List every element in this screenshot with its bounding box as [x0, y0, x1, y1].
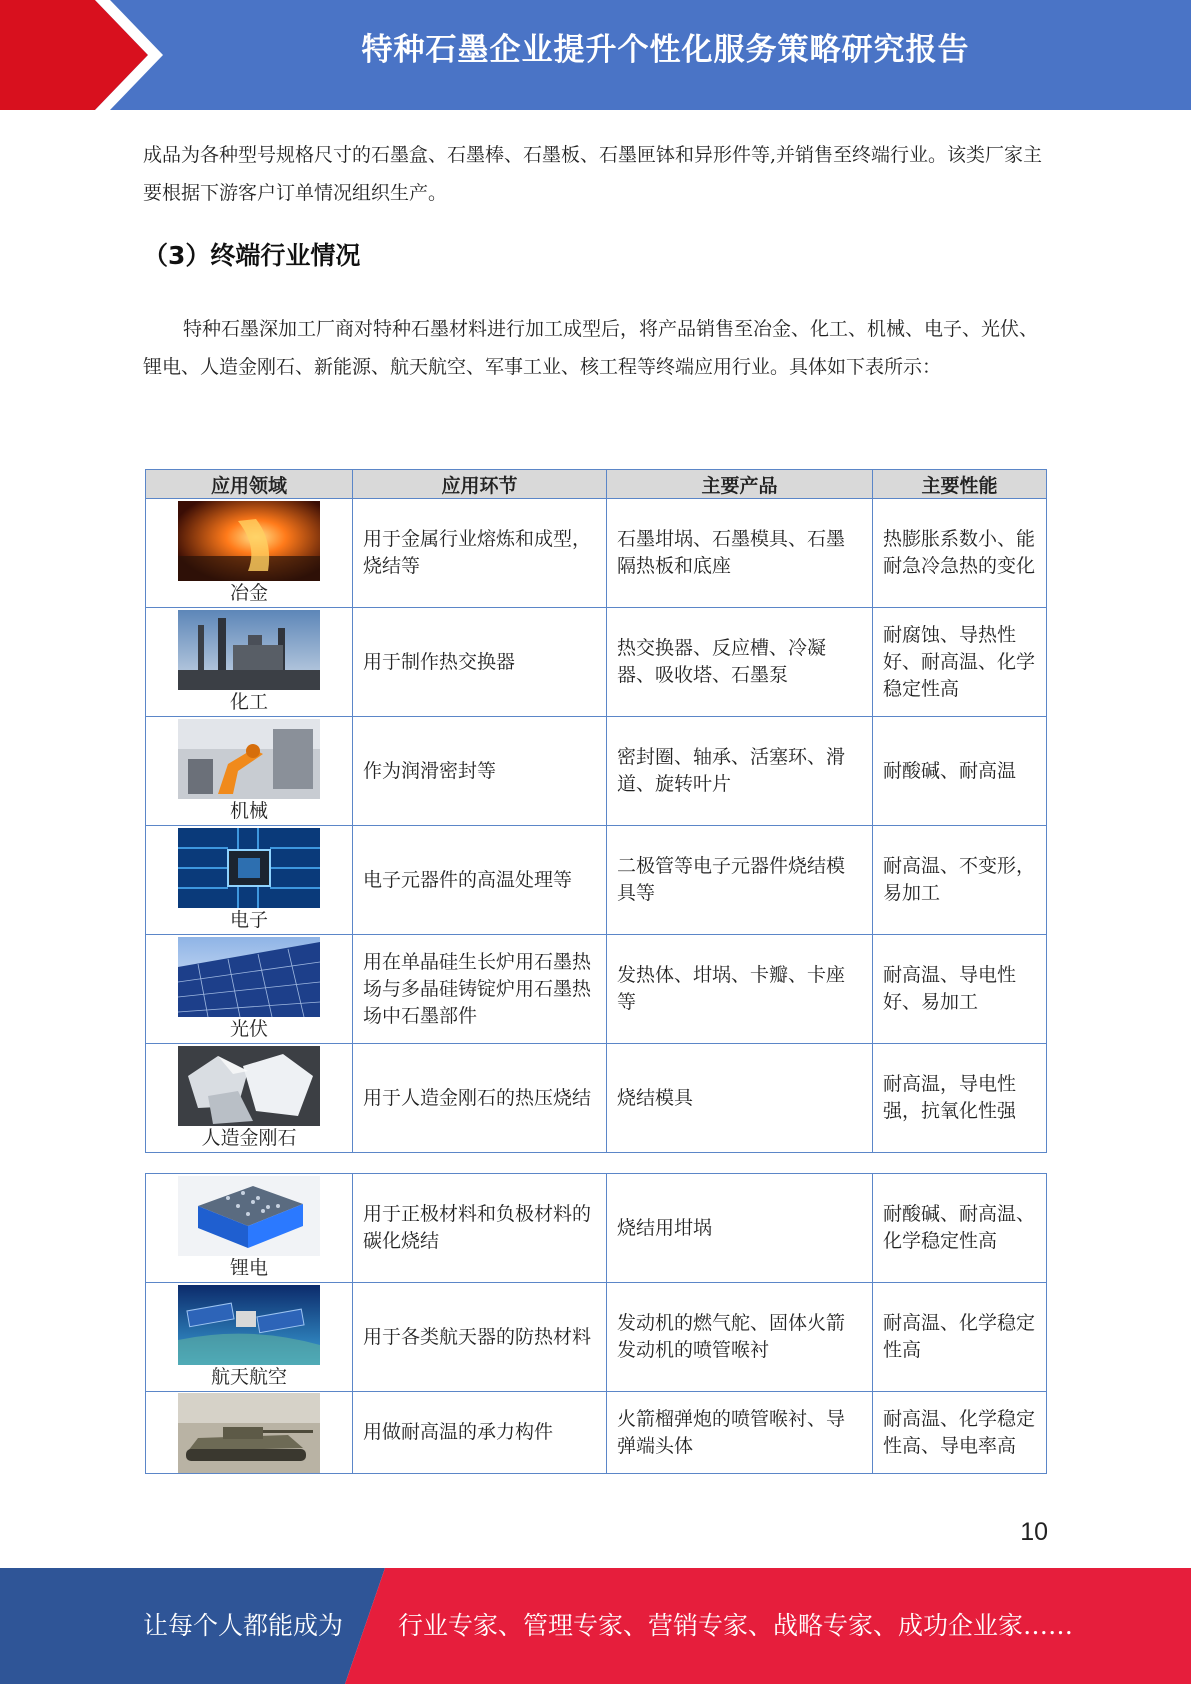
field-cell: [146, 1174, 353, 1283]
field-name: 电子: [229, 909, 268, 931]
tank-photo-icon: [178, 1393, 320, 1473]
performance-cell: 耐高温，导电性强，抗氧化性强: [873, 1044, 1047, 1153]
products-cell: 石墨坩埚、石墨模具、石墨隔热板和底座: [607, 499, 873, 608]
performance-cell: 耐高温、导电性好、易加工: [873, 935, 1047, 1044]
field-cell: [146, 717, 353, 826]
field-cell: [146, 1283, 353, 1392]
products-cell: 发热体、坩埚、卡瓣、卡座等: [607, 935, 873, 1044]
field-cell: [146, 826, 353, 935]
table-row: [146, 608, 1047, 717]
stage-cell: 用于金属行业熔炼和成型，烧结等: [353, 499, 607, 608]
industrial-robot-photo-icon: [178, 719, 320, 799]
chemical-plant-photo-icon: [178, 610, 320, 690]
field-name: 光伏: [229, 1018, 268, 1040]
performance-cell: 耐高温、化学稳定性高: [873, 1283, 1047, 1392]
products-cell: 烧结用坩埚: [607, 1174, 873, 1283]
diamond-photo-icon: [178, 1046, 320, 1126]
products-cell: 热交换器、反应槽、冷凝器、吸收塔、石墨泵: [607, 608, 873, 717]
col-header-field: 应用领域: [146, 470, 353, 499]
col-header-products: 主要产品: [607, 470, 873, 499]
intro-paragraph: 成品为各种型号规格尺寸的石墨盒、石墨棒、石墨板、石墨匣钵和异形件等,并销售至终端行业。该类厂家主要根据下游客户订单情况组织生产。: [143, 144, 1043, 204]
battery-pack-photo-icon: [178, 1176, 320, 1256]
products-cell: 发动机的燃气舵、固体火箭发动机的喷管喉衬: [607, 1283, 873, 1392]
col-header-stage: 应用环节: [353, 470, 607, 499]
table-row: [146, 935, 1047, 1044]
stage-cell: 用于人造金刚石的热压烧结: [353, 1044, 607, 1153]
table-row: [146, 499, 1047, 608]
table-row: [146, 1283, 1047, 1392]
field-name: 冶金: [229, 582, 268, 604]
products-cell: 密封圈、轴承、活塞环、滑道、旋转叶片: [607, 717, 873, 826]
table-row: [146, 826, 1047, 935]
table-row: [146, 1044, 1047, 1153]
col-header-performance: 主要性能: [873, 470, 1047, 499]
stage-cell: 作为润滑密封等: [353, 717, 607, 826]
stage-cell: 电子元器件的高温处理等: [353, 826, 607, 935]
section-heading: （3）终端行业情况: [143, 241, 361, 270]
table-row: [146, 1174, 1047, 1283]
performance-cell: 耐酸碱、耐高温、化学稳定性高: [873, 1174, 1047, 1283]
performance-cell: 热膨胀系数小、能耐急冷急热的变化: [873, 499, 1047, 608]
report-title: 特种石墨企业提升个性化服务策略研究报告: [361, 32, 970, 68]
performance-cell: 耐腐蚀、导热性好、耐高温、化学稳定性高: [873, 608, 1047, 717]
section-paragraph: 特种石墨深加工厂商对特种石墨材料进行加工成型后，将产品销售至冶金、化工、机械、电子、光伏、锂电、人造金刚石、新能源、航天航空、军事工业、核工程等终端应用行业。具体如下表所示：: [143, 318, 1039, 378]
stage-cell: 用做耐高温的承力构件: [353, 1392, 607, 1474]
solar-panel-photo-icon: [178, 937, 320, 1017]
table-row: [146, 717, 1047, 826]
stage-cell: 用于制作热交换器: [353, 608, 607, 717]
field-cell: [146, 608, 353, 717]
footer-slogan-left: 让每个人都能成为: [143, 1611, 344, 1640]
performance-cell: 耐酸碱、耐高温: [873, 717, 1047, 826]
stage-cell: 用于正极材料和负极材料的碳化烧结: [353, 1174, 607, 1283]
microchip-photo-icon: [178, 828, 320, 908]
performance-cell: 耐高温、不变形，易加工: [873, 826, 1047, 935]
page-footer: [0, 1568, 1191, 1684]
table-header-row: [146, 470, 1047, 499]
application-table-continued: [145, 1173, 1047, 1474]
field-name: 人造金刚石: [201, 1127, 297, 1149]
footer-slogan-right: 行业专家、管理专家、营销专家、战略专家、成功企业家……: [398, 1611, 1074, 1640]
products-cell: 火箭榴弹炮的喷管喉衬、导弹端头体: [607, 1392, 873, 1474]
field-name: 化工: [229, 691, 268, 713]
field-cell: [146, 935, 353, 1044]
field-name: 航天航空: [210, 1366, 287, 1388]
field-cell: [146, 499, 353, 608]
page-header: [0, 0, 1191, 110]
products-cell: 二极管等电子元器件烧结模具等: [607, 826, 873, 935]
products-cell: 烧结模具: [607, 1044, 873, 1153]
table-row: [146, 1392, 1047, 1474]
application-table: [145, 469, 1047, 1153]
performance-cell: 耐高温、化学稳定性高、导电率高: [873, 1392, 1047, 1474]
stage-cell: 用在单晶硅生长炉用石墨热场与多晶硅铸锭炉用石墨热场中石墨部件: [353, 935, 607, 1044]
page-number: 10: [1020, 1518, 1048, 1546]
satellite-photo-icon: [178, 1285, 320, 1365]
stage-cell: 用于各类航天器的防热材料: [353, 1283, 607, 1392]
field-cell: [146, 1392, 353, 1474]
molten-metal-photo-icon: [178, 501, 320, 581]
field-name: 机械: [229, 800, 268, 822]
field-cell: [146, 1044, 353, 1153]
field-name: 锂电: [229, 1257, 268, 1279]
